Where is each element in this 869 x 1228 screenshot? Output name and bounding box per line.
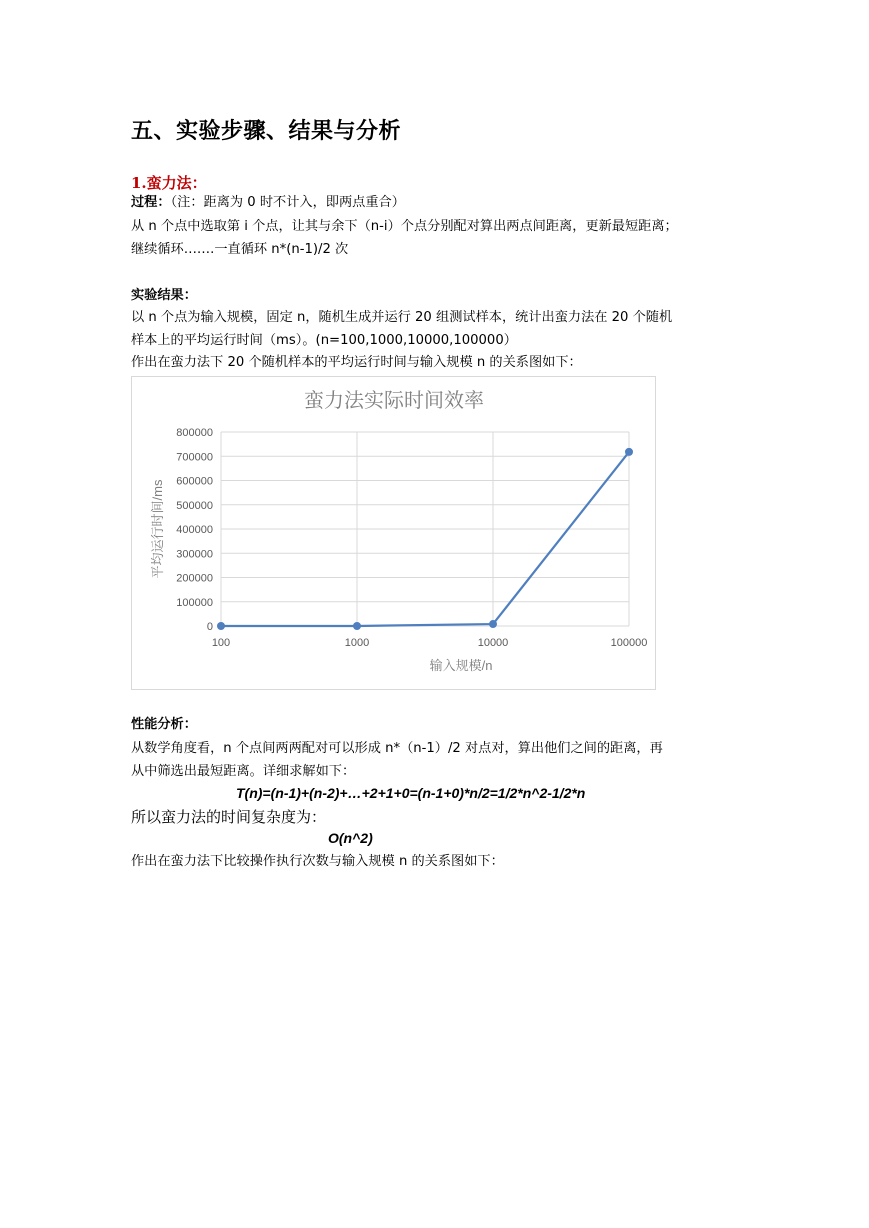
formula-tn: T(n)=(n-1)+(n-2)+…+2+1+0=(n-1+0)*n/2=1/2*n^2-1/2*n: [236, 785, 586, 801]
chart-y-axis-label: 平均运行时间/ms: [150, 479, 165, 579]
analysis-label: 性能分析：: [131, 717, 197, 732]
results-text-3: 作出在蛮力法下 20 个随机样本的平均运行时间与输入规模 n 的关系图如下：: [131, 355, 582, 370]
section-title: 五、实验步骤、结果与分析: [131, 119, 402, 144]
process-note: （注：距离为 0 时不计入，即两点重合）: [170, 195, 405, 210]
x-tick-label: 10000: [477, 637, 509, 649]
data-point: [353, 622, 361, 630]
chart-title: 蛮力法实际时间效率: [304, 390, 484, 412]
y-tick-label: 200000: [176, 572, 213, 585]
y-tick-label: 100000: [176, 596, 213, 609]
y-tick-label: 600000: [176, 475, 213, 488]
process-text-2: 继续循环…….一直循环 n*(n-1)/2 次: [131, 242, 349, 257]
analysis-text-1: 从数学角度看，n 个点间两两配对可以形成 n*（n-1）/2 对点对，算出他们之间的距离，再: [131, 741, 663, 756]
chart-container: [131, 376, 656, 690]
y-tick-label: 400000: [176, 524, 213, 536]
results-text-2: 样本上的平均运行时间（ms）。(n=100,1000,10000,100000）: [131, 333, 517, 348]
chart-y-tick-labels: [176, 427, 213, 633]
y-tick-label: 700000: [176, 451, 213, 464]
subsection-title: 1.蛮力法：: [131, 174, 207, 192]
line-chart: [132, 377, 655, 689]
analysis-text-4: 作出在蛮力法下比较操作执行次数与输入规模 n 的关系图如下：: [131, 854, 504, 869]
process-line: [131, 193, 405, 213]
data-point: [625, 448, 633, 456]
process-text-1: 从 n 个点中选取第 i 个点，让其与余下（n-i）个点分别配对算出两点间距离，更新最短距离；: [131, 219, 678, 234]
chart-x-axis-label: 输入规模/n: [429, 658, 493, 673]
process-label: 过程：: [131, 195, 171, 210]
analysis-text-2: 从中筛选出最短距离。详细求解如下：: [131, 764, 356, 779]
formula-complexity: O(n^2): [328, 830, 373, 846]
y-tick-label: 300000: [176, 548, 213, 561]
analysis-text-3: 所以蛮力法的时间复杂度为：: [131, 808, 327, 826]
x-tick-label: 100000: [610, 637, 648, 649]
y-tick-label: 800000: [176, 427, 213, 439]
y-tick-label: 0: [206, 621, 213, 633]
x-tick-label: 100: [211, 637, 231, 649]
results-label: 实验结果：: [131, 288, 197, 303]
data-point: [217, 622, 225, 630]
series-line: [221, 452, 629, 626]
chart-x-tick-labels: [212, 637, 648, 649]
chart-series: [217, 448, 633, 630]
results-text-1: 以 n 个点为输入规模，固定 n，随机生成并运行 20 组测试样本，统计出蛮力法在 20 个随机: [131, 310, 673, 325]
x-tick-label: 1000: [344, 637, 370, 649]
data-point: [489, 620, 497, 628]
y-tick-label: 500000: [176, 499, 213, 512]
